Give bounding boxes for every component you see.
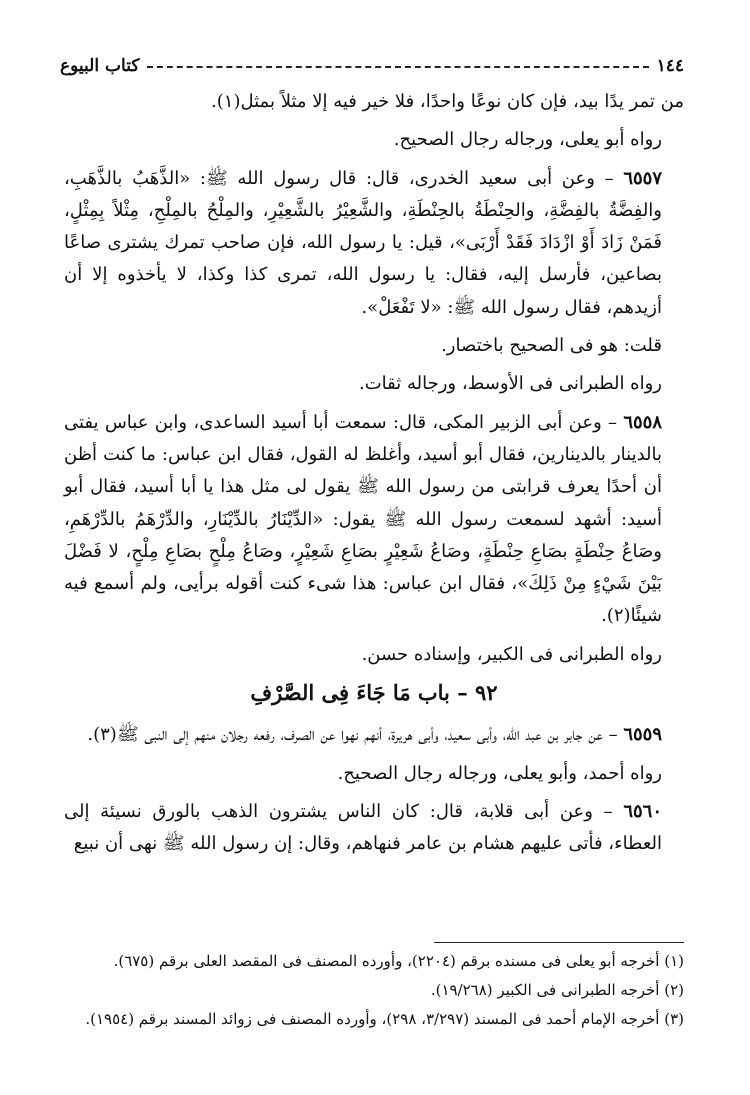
narration-note: رواه أبو يعلى، ورجاله رجال الصحيح. <box>393 129 662 151</box>
page-body <box>64 86 684 867</box>
hadith-number: ٦٥٥٧ <box>623 167 662 189</box>
narration-note: رواه الطبرانى فى الأوسط، ورجاله ثقات. <box>359 373 662 395</box>
commentary-note: قلت: هو فى الصحيح باختصار. <box>441 335 662 357</box>
narration-note: رواه الطبرانى فى الكبير، وإسناده حسن. <box>361 643 662 665</box>
hadith-text: – وعن أبى الزبير المكى، قال: سمعت أبا أسيد الساعدى، وابن عباس يفتى بالدينار بالدينارين، فقال أبو أسيد، وأغلظ له القول، فقال ابن عباس: ما كنت أظن أن أحدًا يعرف قرابتى من رسول الله ﷺ يقول لى مثل هذا يا أبا أسيد، فقال أبو أسيد: أشهد لسمعت رسول الله ﷺ يقول: «الدِّيْنَارُ بالدِّيْنَارِ، والدِّرْهَمُ بالدِّرْهَمِ، وصَاعُ حِنْطَةٍ بصَاعِ حِنْطَةٍ، وصَاعُ شَعِيْرٍ بصَاعِ شَعِيْرٍ، وصَاعُ مِلْحٍ بصَاعِ مِلْحٍ، لا فَضْلَ بَيْنَ شَيْءٍ مِنْ ذَلِكَ»، فقال ابن عباس: هذا شىء كنت أقوله برأيى، ولم أسمع فيه شيئًا(٢). <box>64 411 663 627</box>
hadith-number: ٦٥٥٨ <box>623 411 662 433</box>
hadith-number: ٦٥٦٠ <box>623 800 662 822</box>
hadith-6557 <box>64 163 684 324</box>
hadith-6560 <box>64 796 684 861</box>
continuation-paragraph: من تمر يدًا بيد، فإن كان نوعًا واحدًا، فلا خير فيه إلا مثلاً بمثل(١). <box>211 91 684 112</box>
hadith-6559 <box>64 719 684 751</box>
footnote-1: (١) أخرجه أبو يعلى فى مسنده برقم (٢٢٠٤)، وأورده المصنف فى المقصد العلى برقم (٦٧٥). <box>113 952 684 970</box>
chapter-heading: ٩٢ – باب مَا جَاءَ فِى الصَّرْفِ <box>250 680 498 706</box>
hadith-text: – وعن أبى سعيد الخدرى، قال: قال رسول الله ﷺ: «الذَّهَبُ بالذَّهَبِ، والفِضَّةُ بالفِضَّةِ، والحِنْطَةُ بالحِنْطَةِ، والشَّعِيْرُ بالشَّعِيْرِ، والمِلْحُ بالمِلْحِ، مِثْلاً بِمِثْلٍ، فَمَنْ زَادَ أَوْ ازْدَادَ فَقَدْ أَرْبَى»، قيل: يا رسول الله، فإن صاحب تمرك يشترى صاعًا بصاعين، فأرسل إليه، فقال: يا رسول الله، تمرى كذا وكذا، لا يأخذوه إلا أن أزيدهم، فقال رسول الله ﷺ: «لا تَفْعَلْ». <box>64 167 662 318</box>
hadith-text: – وعن أبى قلابة، قال: كان الناس يشترون الذهب بالورق نسيئة إلى العطاء، فأتى عليهم هشام بن عامر فنهاهم، وقال: إن رسول الله ﷺ نهى أن نبيع <box>64 800 662 855</box>
footnote-2: (٢) أخرجه الطبرانى فى الكبير (١٩/٢٦٨). <box>430 981 684 999</box>
narration-note: رواه أحمد، وأبو يعلى، ورجاله رجال الصحيح. <box>337 762 662 784</box>
footnote-3: (٣) أخرجه الإمام أحمد فى المسند (٣/٢٩٧، ٢٩٨)، وأورده المصنف فى زوائد المسند برقم (١٩٥٤). <box>85 1010 684 1028</box>
hadith-6558 <box>64 407 684 633</box>
book-title: كتاب البيوع <box>60 56 140 76</box>
footnotes <box>64 942 684 1034</box>
footnote-rule <box>434 942 684 943</box>
hadith-text: – عن جابر بن عبد الله، وأبى سعيد، وأبى هريرة، أنهم نهوا عن الصرف، رفعه رجلان منهم إلى النبى ﷺ(٣). <box>87 724 624 746</box>
header-divider <box>147 66 648 68</box>
page-header <box>60 52 684 80</box>
page-number: ١٤٤ <box>656 56 684 76</box>
hadith-number: ٦٥٥٩ <box>623 724 662 746</box>
